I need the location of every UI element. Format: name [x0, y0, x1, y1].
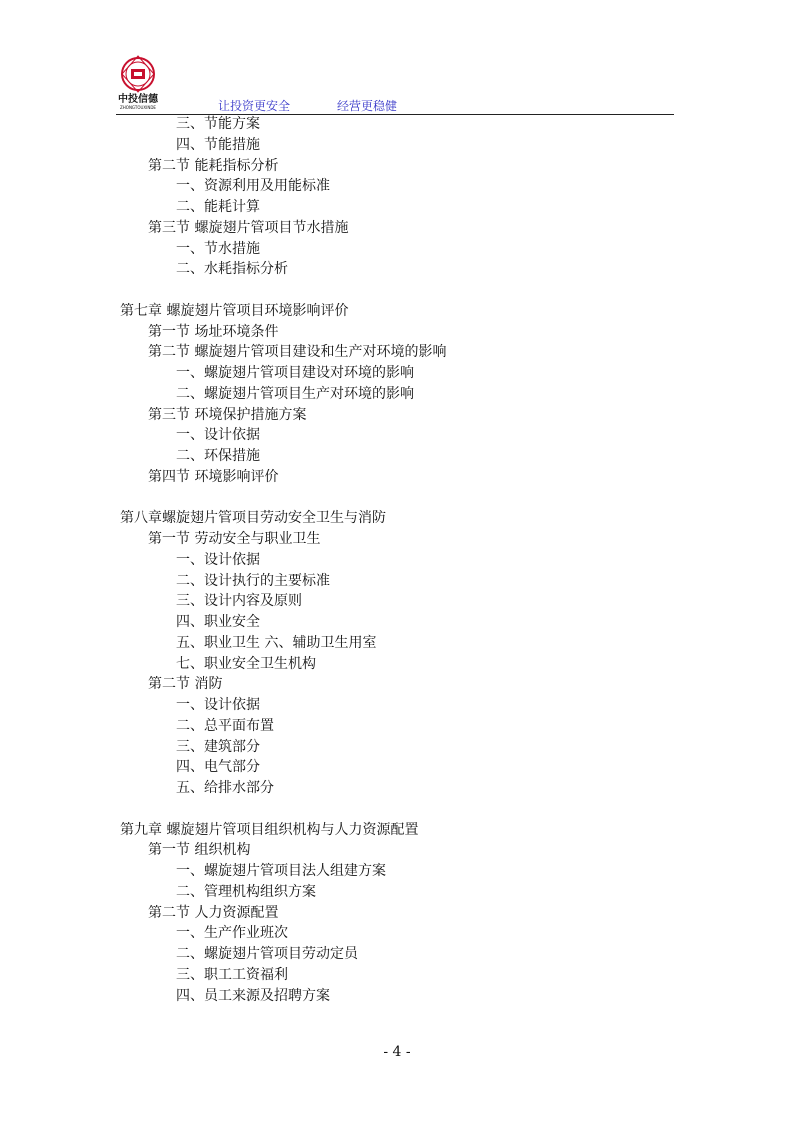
toc-item: 二、管理机构组织方案: [176, 883, 316, 900]
page-number: - 4 -: [383, 1044, 411, 1060]
toc-item: 四、职业安全: [176, 614, 260, 630]
toc-item: 三、职工工资福利: [176, 966, 288, 983]
toc-item: 五、职业卫生 六、辅助卫生用室: [176, 634, 377, 651]
toc-item: 二、环保措施: [176, 448, 260, 464]
toc-item: 一、资源利用及用能标准: [176, 178, 330, 195]
svg-text:ZHONGTOUXINDE: ZHONGTOUXINDE: [120, 105, 156, 110]
toc-item: 二、设计执行的主要标准: [176, 572, 330, 589]
toc-item: 一、螺旋翅片管项目法人组建方案: [176, 863, 386, 879]
toc-section: 第三节 螺旋翅片管项目节水措施: [148, 219, 349, 236]
toc-section: 第三节 环境保护措施方案: [148, 406, 307, 423]
toc-item: 一、设计依据: [176, 697, 260, 713]
toc-section: 第二节 人力资源配置: [148, 904, 279, 921]
toc-section: 第二节 能耗指标分析: [148, 157, 279, 174]
toc-item: 二、螺旋翅片管项目生产对环境的影响: [176, 385, 414, 402]
toc-item: 二、能耗计算: [176, 199, 260, 215]
toc-item: 五、给排水部分: [176, 780, 274, 796]
toc-item: 二、螺旋翅片管项目劳动定员: [176, 946, 358, 962]
toc-section: 第一节 组织机构: [148, 842, 251, 859]
slogan-right: 经营更稳健: [337, 99, 398, 113]
toc-chapter: 第九章 螺旋翅片管项目组织机构与人力资源配置: [120, 821, 419, 838]
toc-item: 二、总平面布置: [176, 717, 274, 734]
toc-item: 一、设计依据: [176, 427, 260, 444]
toc-chapter: 第七章 螺旋翅片管项目环境影响评价: [120, 302, 349, 319]
toc-item: 四、电气部分: [176, 759, 260, 776]
slogan-left: 让投资更安全: [218, 99, 291, 113]
toc-item: 一、设计依据: [176, 551, 260, 568]
toc-item: 四、节能措施: [176, 136, 260, 153]
toc-item: 三、建筑部分: [176, 738, 260, 755]
toc-section: 第二节 消防: [148, 676, 223, 693]
toc-item: 三、节能方案: [176, 116, 260, 132]
toc-item: 三、设计内容及原则: [176, 593, 302, 610]
toc-section: 第四节 环境影响评价: [148, 468, 279, 485]
toc-item: 一、生产作业班次: [176, 925, 288, 942]
toc-item: 四、员工来源及招聘方案: [176, 987, 330, 1004]
company-logo: [116, 52, 176, 112]
toc-item: 一、节水措施: [176, 240, 260, 257]
svg-text:中投信德: 中投信德: [118, 94, 158, 105]
toc-item: 一、螺旋翅片管项目建设对环境的影响: [176, 365, 414, 381]
toc-section: 第一节 场址环境条件: [148, 323, 279, 340]
toc-item: 二、水耗指标分析: [176, 261, 288, 278]
page-header: [116, 52, 674, 116]
toc-item: 七、职业安全卫生机构: [176, 655, 316, 672]
toc-section: 第二节 螺旋翅片管项目建设和生产对环境的影响: [148, 344, 447, 361]
toc-chapter: 第八章螺旋翅片管项目劳动安全卫生与消防: [120, 510, 386, 527]
toc-section: 第一节 劳动安全与职业卫生: [148, 531, 321, 547]
